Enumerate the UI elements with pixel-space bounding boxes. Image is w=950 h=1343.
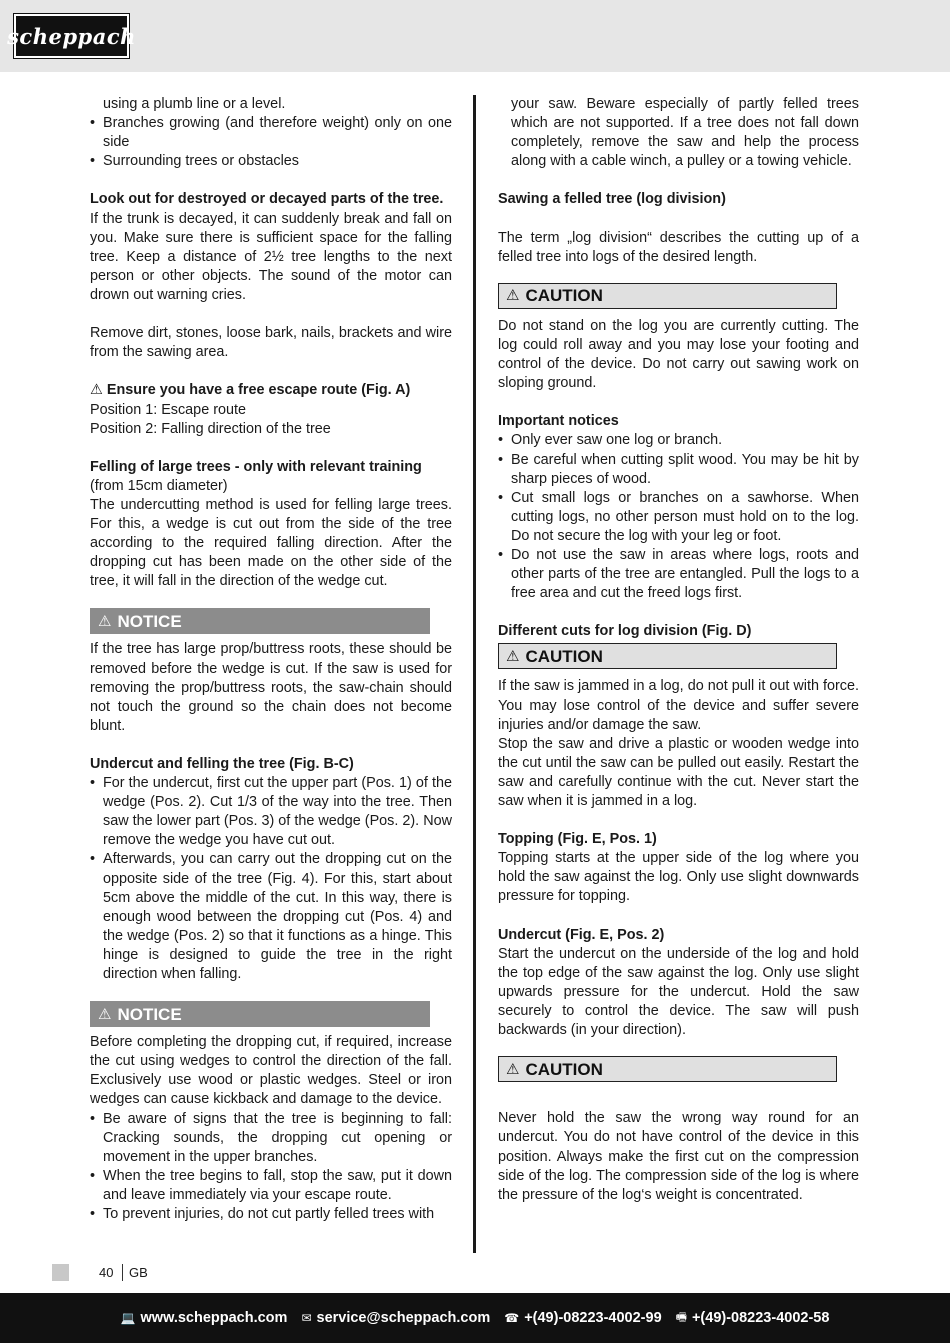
section-heading: Look out for destroyed or decayed parts of the tree. <box>90 191 444 208</box>
paragraph: Remove dirt, stones, loose bark, nails, brackets and wire from the sawing area. <box>90 325 452 361</box>
list-item: • Branches growing (and therefore weight) only on one side <box>90 114 452 152</box>
section-heading: Felling of large trees - only with relevant training <box>90 458 422 475</box>
warning-triangle-icon: ⚠ <box>506 1060 520 1078</box>
page-marker <box>52 1264 69 1281</box>
caution-label: CAUTION <box>525 1059 603 1079</box>
list-item: • Afterwards, you can carry out the dropping cut on the opposite side of the tree (Fig. 4). For this, start about 5cm above the middle of the cut. In this way, there is enough wood between the dropping cut (Pos. 4) and the wedge (Pos. 2) so that it functions as a hinge. This hinge is designed to guide the tree in the right direction when falling. <box>90 850 452 984</box>
caution-banner <box>498 1056 837 1082</box>
footer-mail-text[interactable]: service@scheppach.com <box>316 1310 491 1326</box>
paragraph: Before completing the dropping cut, if required, increase the cut using wedges to control the direction of the fall. Exclusively use wood or plastic wedges. Steel or iron wedges can cause kickback and damage to the device. <box>90 1034 452 1108</box>
caution-label: CAUTION <box>525 286 603 306</box>
list-item: • Be careful when cutting split wood. You may be hit by sharp pieces of wood. <box>498 451 859 489</box>
paragraph: The undercutting method is used for felling large trees. For this, a wedge is cut out from the side of the tree according to the required falling direction. After the dropping cut has been made on the other side of the tree, it will fall in the direction of the wedge cut. <box>90 496 452 590</box>
envelope-icon: ✉ <box>301 1311 312 1325</box>
paragraph: Start the undercut on the underside of the log and hold the top edge of the saw against the log. Only use slight upwards pressure for the undercut. Hold the saw securely to control the device. The saw will push backwards (in your direction). <box>498 945 859 1039</box>
footer-phone <box>504 1310 661 1326</box>
footer-web[interactable] <box>121 1310 288 1326</box>
bullet-list <box>498 431 859 603</box>
warning-triangle-icon: ⚠ <box>98 612 112 630</box>
escape-heading-text: Ensure you have a free escape route (Fig. A) <box>106 382 411 399</box>
paragraph: If the saw is jammed in a log, do not pull it out with force. You may lose control of the device and suffer severe injuries and/or damage the saw. <box>498 678 859 733</box>
paragraph: Never hold the saw the wrong way round for an undercut. You do not have control of the device in this position. Always make the first cut on the compression side of the log. The compression side of the log is where the pressure of the log‘s weight is concentrated. <box>498 1110 859 1203</box>
fax-icon: 🖷 <box>675 1309 687 1324</box>
page-separator <box>122 1264 123 1281</box>
list-item: • To prevent injuries, do not cut partly felled trees with <box>90 1205 452 1224</box>
footer-fax <box>676 1308 830 1329</box>
list-item: • Only ever saw one log or branch. <box>498 431 859 450</box>
list-item: • Surrounding trees or obstacles <box>90 152 452 171</box>
list-item: • Be aware of signs that the tree is beginning to fall: Cracking sounds, the dropping cut opening or movement in the upper branches. <box>90 1110 452 1167</box>
paragraph: Position 2: Falling direction of the tree <box>90 420 331 437</box>
paragraph: The term „log division“ describes the cutting up of a felled tree into logs of the desired length. <box>498 229 859 265</box>
notice-banner <box>90 1001 430 1027</box>
notice-banner <box>90 608 430 634</box>
footer-fax-text: +(49)-08223-4002-58 <box>691 1310 830 1326</box>
paragraph: If the trunk is decayed, it can suddenly break and fall on you. Make sure there is sufficient space for the falling tree. Keep a distance of 2½ tree lengths to the next person or other objects. The sound of the motor can drown out warning cries. <box>90 210 452 303</box>
paragraph: Topping starts at the upper side of the log where you hold the saw against the log. Only use slight downwards pressure for topping. <box>498 850 859 905</box>
bullet-list <box>90 1110 452 1225</box>
paragraph: Stop the saw and drive a plastic or wooden wedge into the cut until the saw can be pulled out easily. Restart the saw and carefully continue with the cut. Never start the saw when it is jammed in a log. <box>498 735 859 809</box>
footer-mail[interactable] <box>301 1310 490 1326</box>
phone-icon: ☎ <box>504 1311 520 1325</box>
computer-icon: 💻 <box>120 1311 136 1325</box>
list-item: • Cut small logs or branches on a sawhorse. When cutting logs, no other person must hold on to the log. Do not secure the log with your leg or foot. <box>498 489 859 546</box>
list-item: • Do not use the saw in areas where logs, roots and other parts of the tree are entangled. Pull the logs to a free area and cut the freed logs first. <box>498 546 859 603</box>
warning-triangle-icon: ⚠ <box>90 382 107 399</box>
section-heading: Different cuts for log division (Fig. D) <box>498 623 752 640</box>
right-column <box>498 95 859 1205</box>
section-heading <box>90 381 452 400</box>
notice-label: NOTICE <box>117 1004 182 1024</box>
page-number: 40 <box>99 1265 114 1280</box>
caution-label: CAUTION <box>525 646 603 666</box>
warning-triangle-icon: ⚠ <box>506 287 520 305</box>
column-divider <box>473 95 476 1253</box>
footer-bar <box>0 1293 950 1343</box>
paragraph: using a plumb line or a level. <box>103 96 286 112</box>
caution-banner <box>498 643 837 669</box>
paragraph: Do not stand on the log you are currently cutting. The log could roll away and you may lose your footing and control of the device. Do not carry out sawing work on sloping ground. <box>498 317 859 392</box>
footer-web-text[interactable]: www.scheppach.com <box>140 1310 288 1326</box>
scheppach-logo: scheppach <box>14 14 129 58</box>
header-bar <box>0 0 950 72</box>
paragraph: If the tree has large prop/buttress roots, these should be removed before the wedge is cut. If the saw is used for removing the prop/buttress roots, the saw-chain should not touch the ground so the chain does not become blunt. <box>90 641 452 734</box>
paragraph: (from 15cm diameter) <box>90 477 228 494</box>
section-heading: Sawing a felled tree (log division) <box>498 191 726 208</box>
caution-banner <box>498 283 837 309</box>
warning-triangle-icon: ⚠ <box>506 647 520 665</box>
section-heading: Topping (Fig. E, Pos. 1) <box>498 831 657 848</box>
bullet-list <box>90 114 452 171</box>
list-item: • For the undercut, first cut the upper part (Pos. 1) of the wedge (Pos. 2). Cut 1/3 of the way into the tree. Then saw the lower part (Pos. 3) of the wedge (Pos. 2). Now remove the wedge you have cut out. <box>90 774 452 850</box>
list-item: • When the tree begins to fall, stop the saw, put it down and leave immediately via your escape route. <box>90 1167 452 1205</box>
page-language: GB <box>129 1265 148 1280</box>
notice-label: NOTICE <box>117 611 182 631</box>
bullet-list <box>90 774 452 984</box>
paragraph: your saw. Beware especially of partly felled trees which are not supported. If a tree does not fall down completely, remove the saw and help the process along with a cable winch, a pulley or a towing vehicle. <box>511 96 859 170</box>
section-heading: Important notices <box>498 413 619 430</box>
warning-triangle-icon: ⚠ <box>98 1005 112 1023</box>
left-column <box>90 95 452 1224</box>
paragraph: Position 1: Escape route <box>90 401 246 418</box>
section-heading: Undercut and felling the tree (Fig. B-C) <box>90 756 354 772</box>
footer-phone-text: +(49)-08223-4002-99 <box>524 1310 662 1326</box>
section-heading: Undercut (Fig. E, Pos. 2) <box>498 926 665 943</box>
